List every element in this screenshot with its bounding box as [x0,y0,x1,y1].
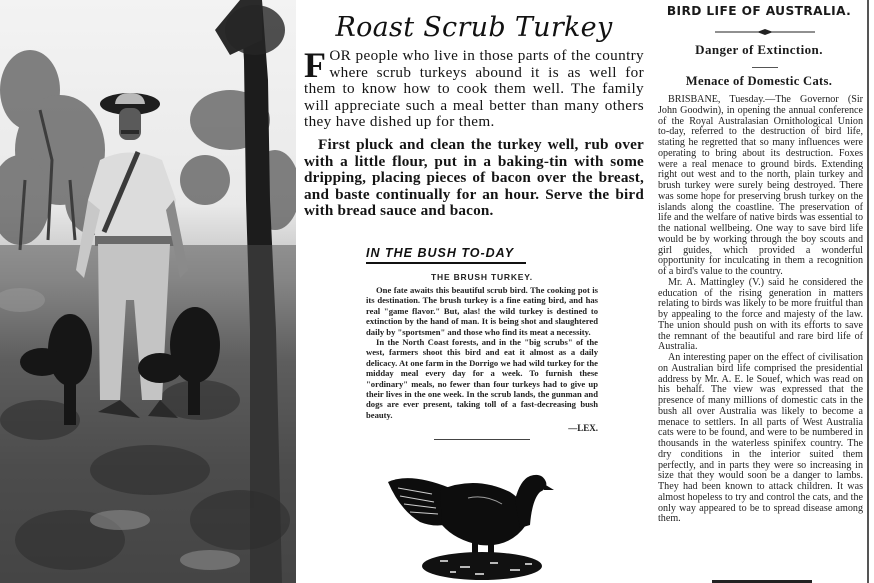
article-body [304,45,644,226]
article-title: BIRD LIFE OF AUSTRALIA. [666,4,852,18]
author-signature: —LEX. [568,423,598,434]
column-paragraph: In the North Coast forests, and in the "big scrubs" of the west, farmers shoot this bird and eat it almost as a daily delicacy. At one farm in the Dorrigo we had wild turkey for the midday meal every day for a week. To furnish these "ordinary" meals, no fewer than four turkeys had to give up their lives in the one week. In the scrub lands, the gunman and dogs are ever present, taking toll of a fast-decreasing bush beauty. [366,337,598,420]
column-paragraph: One fate awaits this beautiful scrub bird. The cooking pot is its destination. The brush turkey is a fine eating bird, and has real "game flavor." But, alas! the wild turkey is destined to extinction by the hand of man. It is being shot and slaughtered daily by "sportsmen" and those who find its meat a necessity. [366,285,598,337]
ornamental-dash-icon [715,29,815,35]
article-subheading: Menace of Domestic Cats. [685,74,833,88]
divider-rule [434,439,530,440]
article-paragraph: BRISBANE, Tuesday.—The Governor (Sir John Goodwin), in opening the annual conference of the Royal Australasian Ornithological Union to-day, referred to the destruction of bird life, stating he regretted that so many influences were operating to bring about its destruction. Foxes were a real menace to ground birds. Extending right out west and to the north, plain turkey and brush turkey were surely being destroyed. There was some hope for preserving brush turkey on the islands along the coastline. The preservation of life and the welfare of native birds was essential to the national wellbeing. One way to save bird life would be by working through the boy scouts and girl guides, which provided a wonderful opportunity for inculcating in them a recognition of a bird's value to the country. [658,94,863,277]
article-subtitle: Danger of Extinction. [695,42,823,57]
historical-photograph [0,0,296,583]
article-paragraph: An interesting paper on the effect of civilisation on Australian bird life comprised the presidential address by Mr. A. E. le Souef, which was read on his behalf. The view was expressed that the presence of many millions of domestic cats in the bush all over Australia was likely to become a menace to settlers. In all parts of West Australia cats were to be found, and were to be numbered in thousands in the waterless spinifex country. The dry conditions in the interior suited them perfectly, and in parts they were so increasing in size that they would soon be a danger to lambs. They had been known to attack children. It was almost hopeless to try and control the cats, and the only way appeared to be to spread disease among them. [658,352,863,525]
paragraph-intro [304,45,644,131]
column-heading: IN THE BUSH TO-DAY [366,246,526,264]
brush-turkey-woodcut-icon [380,470,570,583]
bird-life-clipping [652,0,874,583]
article-title: Roast Scrub Turkey [335,12,613,43]
divider-rule [752,67,778,68]
column-subheading: THE BRUSH TURKEY. [431,272,533,282]
paragraph-recipe: First pluck and clean the turkey well, rub over with a little flour, put in a baking-tin with some dripping, placing pieces of bacon over the breast, and baste continually for an hour. Serve the bird with bread sauce and bacon. [304,135,644,220]
man-with-turkeys-photo [0,0,296,583]
drop-cap: F [304,45,327,85]
column-body [366,285,598,420]
article-paragraph: Mr. A. Mattingley (V.) said he considered the education of the rising generation in matters relating to birds was likely to be more fruitful than by appealing to the force and majesty of the law. The union should push on with its efforts to save the remnant of the beautiful and rare bird life of Australia. [658,276,863,353]
in-the-bush-column [366,244,598,474]
article-body [658,95,863,525]
column-rule [867,0,869,583]
roast-scrub-turkey-clipping [296,0,652,583]
paragraph-intro-text: OR people who live in those parts of the country where scrub turkeys abound it is as well for them to know how to cook them well. The family will appreciate such a meal better than many others they have dished up for them. [304,47,644,131]
